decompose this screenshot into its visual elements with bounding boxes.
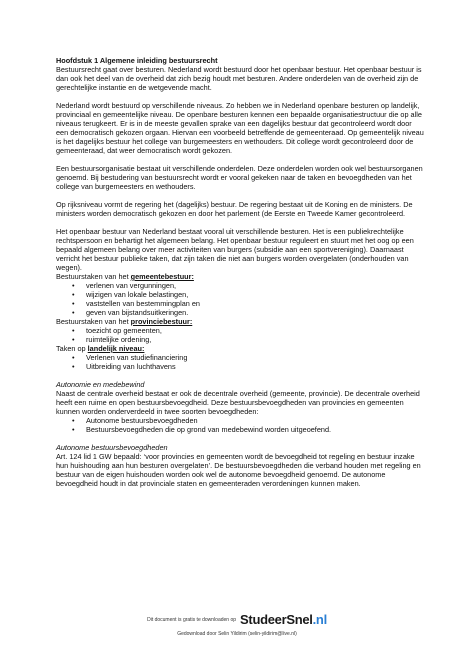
paragraph-openbaar-bestuur: Het openbaar bestuur van Nederland bestaat vooral uit verschillende besturen. Het is een publiekrechtelijke rechtspersoon en behartigt het algemeen belang. Het openbaar bestuur reguleert en stuurt met het oog op een bepaald algemeen belang over meer activiteiten van burgers (subsidie aan een sportvereniging). Daarnaast verricht het bestuur publieke taken, dat zijn taken die niet aan burgers worden overgelaten (onderhouden van wegen). (56, 227, 414, 272)
tasks-level-provincie: provinciebestuur: (130, 317, 193, 326)
tasks-list-landelijk (56, 353, 424, 371)
list-item: • toezicht op gemeenten, (78, 326, 424, 335)
tasks-level-gemeente: gemeentebestuur: (130, 272, 194, 281)
list-item: • Autonome bestuursbevoegdheden (78, 416, 424, 425)
tasks-label-gemeente (56, 272, 424, 281)
brand-part-snel: Snel (286, 612, 313, 627)
tasks-prefix: Bestuurstaken van het (56, 272, 131, 281)
paragraph-rijksniveau: Op rijksniveau vormt de regering het (dagelijks) bestuur. De regering bestaat uit de Koning en de ministers. De ministers worden democratisch gekozen en door het parlement (de Eerste en Tweede Kamer gecontroleerd. (56, 200, 413, 218)
document-page (56, 56, 424, 488)
studeersnel-logo-link[interactable] (240, 612, 327, 627)
section-list-autonomie (56, 416, 424, 434)
page-footer (0, 612, 474, 637)
download-notice: Dit document is gratis te downloaden op (147, 616, 237, 623)
chapter-heading: Hoofdstuk 1 Algemene inleiding bestuursrecht (56, 56, 218, 65)
tasks-prefix: Taken op (56, 344, 88, 353)
list-item: • Bestuursbevoegdheden die op grond van medebewind worden uitgeoefend. (78, 425, 424, 434)
list-item: • verlenen van vergunningen, (78, 281, 424, 290)
tasks-label-provincie (56, 317, 424, 326)
list-item: • vaststellen van bestemmingplan en (78, 299, 424, 308)
list-item: • Uitbreiding van luchthavens (78, 362, 424, 371)
section-text-autonome: Art. 124 lid 1 GW bepaald: ‘voor provincies en gemeenten wordt de bevoegdheid tot regeling en bestuur inzake hun huishouding aan hun besturen overgelaten’. De bestuursbevoegdheden die verband houden met regeling en bestuur van de eigen huishouden worden ook wel de autonome bevoegdheid genoemd. De autonome bevoegdheid houdt in dat provinciale staten en gemeenteraden verordeningen kunnen maken. (56, 452, 421, 488)
tasks-list-gemeente (56, 281, 424, 317)
section-text-autonomie: Naast de centrale overheid bestaat er ook de decentrale overheid (gemeente, provincie). De decentrale overheid heeft een ruime en open bestuursbevoegdheid. Deze bestuursbevoegdheden van provincies en gemeenten kunnen worden onderverdeeld in twee soorten bevoegdheden: (56, 389, 420, 416)
list-item: • wijzigen van lokale belastingen, (78, 290, 424, 299)
section-title-autonomie: Autonomie en medebewind (56, 380, 145, 389)
list-item: • ruimtelijke ordening, (78, 335, 424, 344)
brand-part-studeer: Studeer (240, 612, 287, 627)
section-title-autonome: Autonome bestuursbevoegdheden (56, 443, 168, 452)
tasks-level-landelijk: landelijk niveau: (87, 344, 145, 353)
paragraph-intro: Bestuursrecht gaat over besturen. Nederland wordt bestuurd door het openbaar bestuur. Het openbaar bestuur is dan ook het deel van de overheid dat zich bezig houdt met besturen. Andere onderdelen van de overheid zijn de gerechtelijke instantie en de wetgevende macht. (56, 65, 422, 92)
paragraph-organisation: Een bestuursorganisatie bestaat uit verschillende onderdelen. Deze onderdelen worden ook wel bestuursorganen genoemd. Bij bestudering van bestuursrecht wordt er vooral gekeken naar de taken en bevoegdheden van het college van burgemeesters en wethouders. (56, 164, 423, 191)
tasks-block (56, 227, 424, 371)
tasks-prefix: Bestuurstaken van het (56, 317, 131, 326)
tasks-list-provincie (56, 326, 424, 344)
tasks-label-landelijk (56, 344, 424, 353)
list-item: • geven van bijstandsuitkeringen. (78, 308, 424, 317)
paragraph-levels: Nederland wordt bestuurd op verschillende niveaus. Zo hebben we in Nederland openbare besturen op landelijk, provinciaal en gemeentelijke niveau. De openbare besturen kennen een bepaalde organisatiestructuur die op alle niveaus terugkeert. Er is in de meeste gevallen sprake van een dagelijks bestuur dat gecontroleerd wordt door een democratisch gekozen orgaan. Hiervan een voorbeeld betreffende de gemeenteraad. Op gemeentelijk niveau is het dagelijks bestuur het college van burgemeesters en wethouders. Dit college wordt gecontroleerd door de gemeenteraad, dat weer democratisch wordt gekozen. (56, 101, 424, 155)
brand-part-nl: .nl (312, 612, 327, 627)
list-item: • Verlenen van studiefinanciering (78, 353, 424, 362)
downloaded-by: Gedownload door Selin Yildirim (selin-yildirim@live.nl) (177, 631, 297, 637)
